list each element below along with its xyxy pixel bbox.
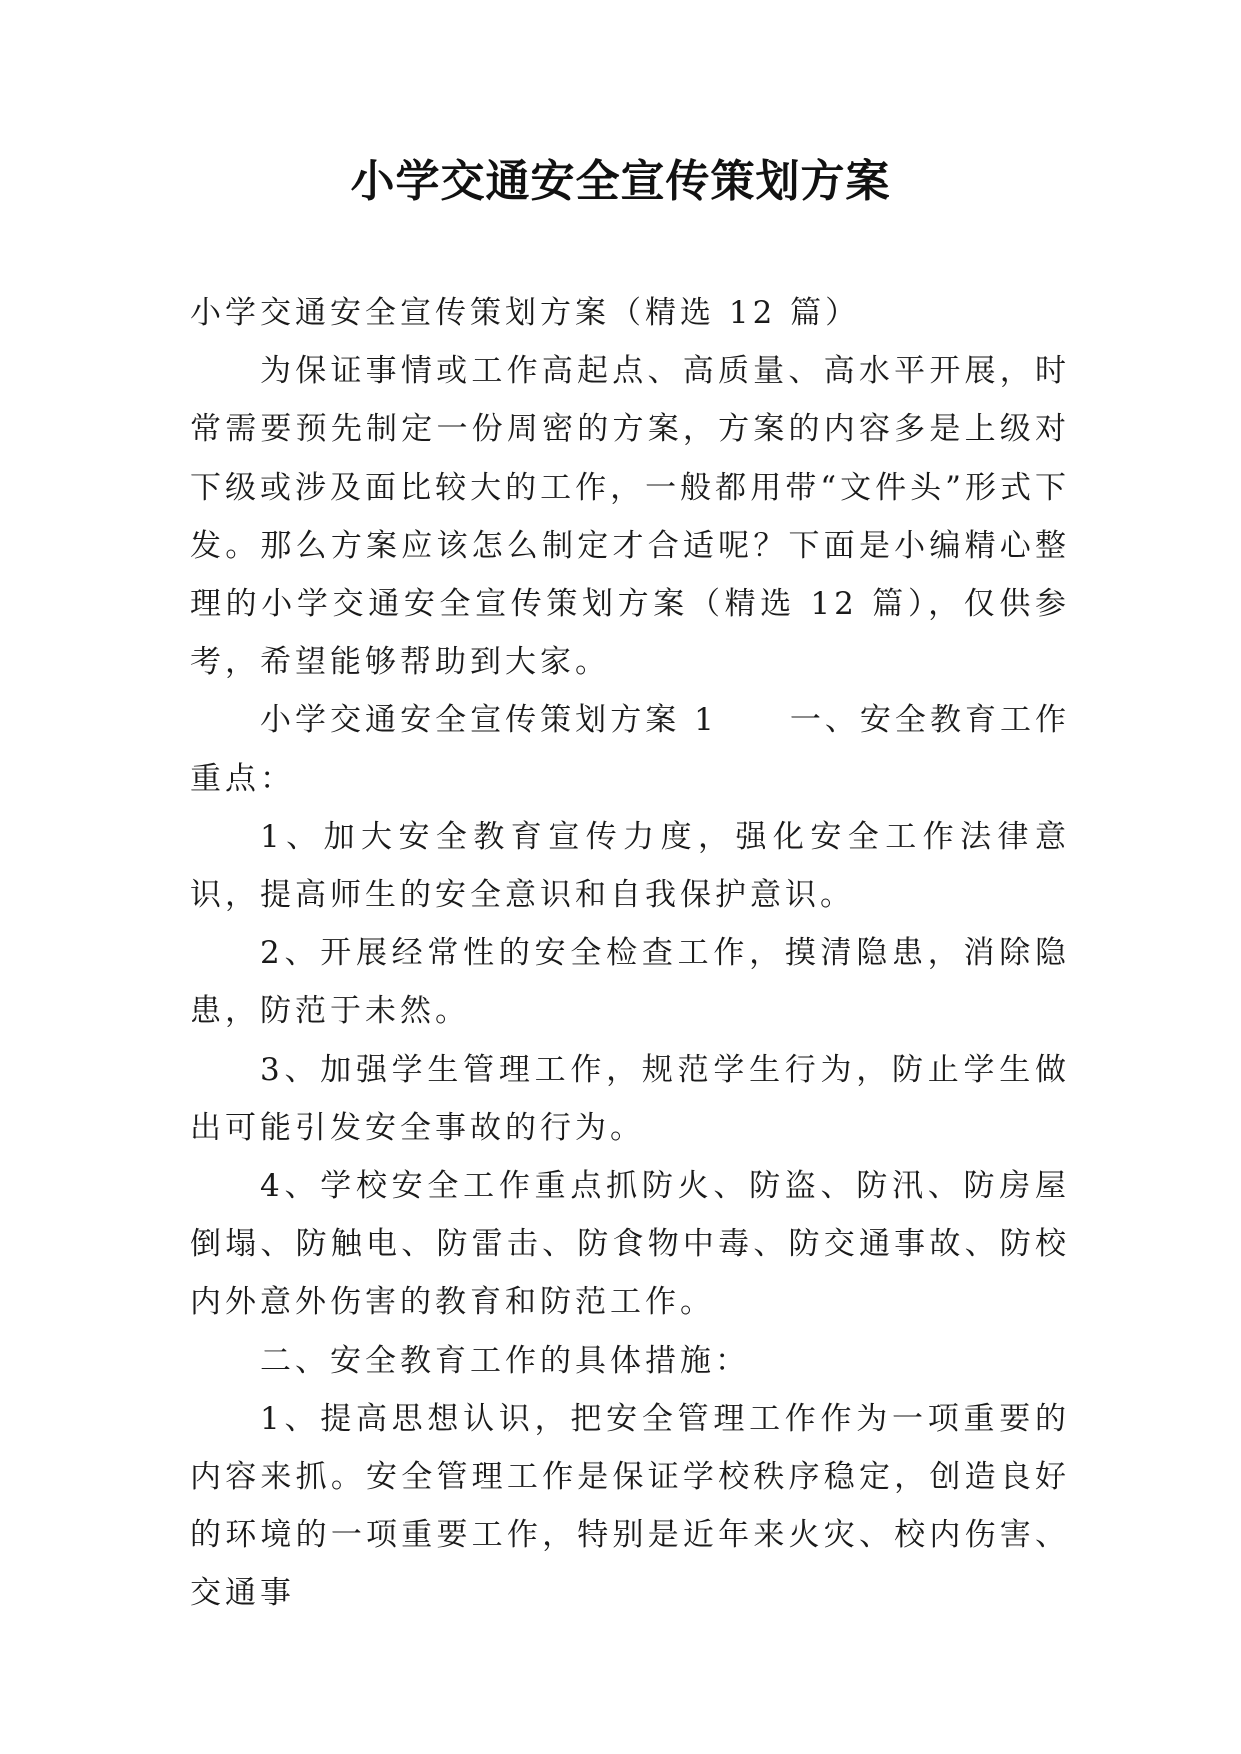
- section1-heading: 一、安全教育工作重点：: [190, 702, 1071, 797]
- section1-paragraph: [190, 691, 1070, 807]
- section2-heading: 二、安全教育工作的具体措施：: [260, 1342, 750, 1379]
- list-item: 1、加大安全教育宣传力度，强化安全工作法律意识，提高师生的安全意识和自我保护意识。: [190, 818, 1070, 914]
- list-item: 4、学校安全工作重点抓防火、防盗、防汛、防房屋倒塌、防触电、防雷击、防食物中毒、防交通事故、防校内外意外伤害的教育和防范工作。: [190, 1168, 1070, 1321]
- list-item: 3、加强学生管理工作，规范学生行为，防止学生做出可能引发安全事故的行为。: [190, 1051, 1070, 1146]
- intro-paragraph: 为保证事情或工作高起点、高质量、高水平开展，时常需要预先制定一份周密的方案，方案的内容多是上级对下级或涉及面比较大的工作，一般都用带“文件头”形式下发。那么方案应该怎么制定才合适呢？下面是小编精心整理的小学交通安全宣传策划方案（精选 12 篇），仅供参考，希望能够帮助到大家。: [190, 353, 1070, 681]
- document-title: 小学交通安全宣传策划方案: [350, 156, 891, 207]
- document-subtitle: 小学交通安全宣传策划方案（精选 12 篇）: [190, 295, 861, 331]
- list-item: 2、开展经常性的安全检查工作，摸清隐患，消除隐患，防范于未然。: [190, 935, 1070, 1030]
- section2-item: 1、提高思想认识，把安全管理工作作为一项重要的内容来抓。安全管理工作是保证学校秩序稳定，创造良好的环境的一项重要工作，特别是近年来火灾、校内伤害、交通事: [190, 1400, 1070, 1612]
- section1-title: 小学交通安全宣传策划方案 1: [260, 702, 718, 739]
- document-body: [190, 284, 1070, 1623]
